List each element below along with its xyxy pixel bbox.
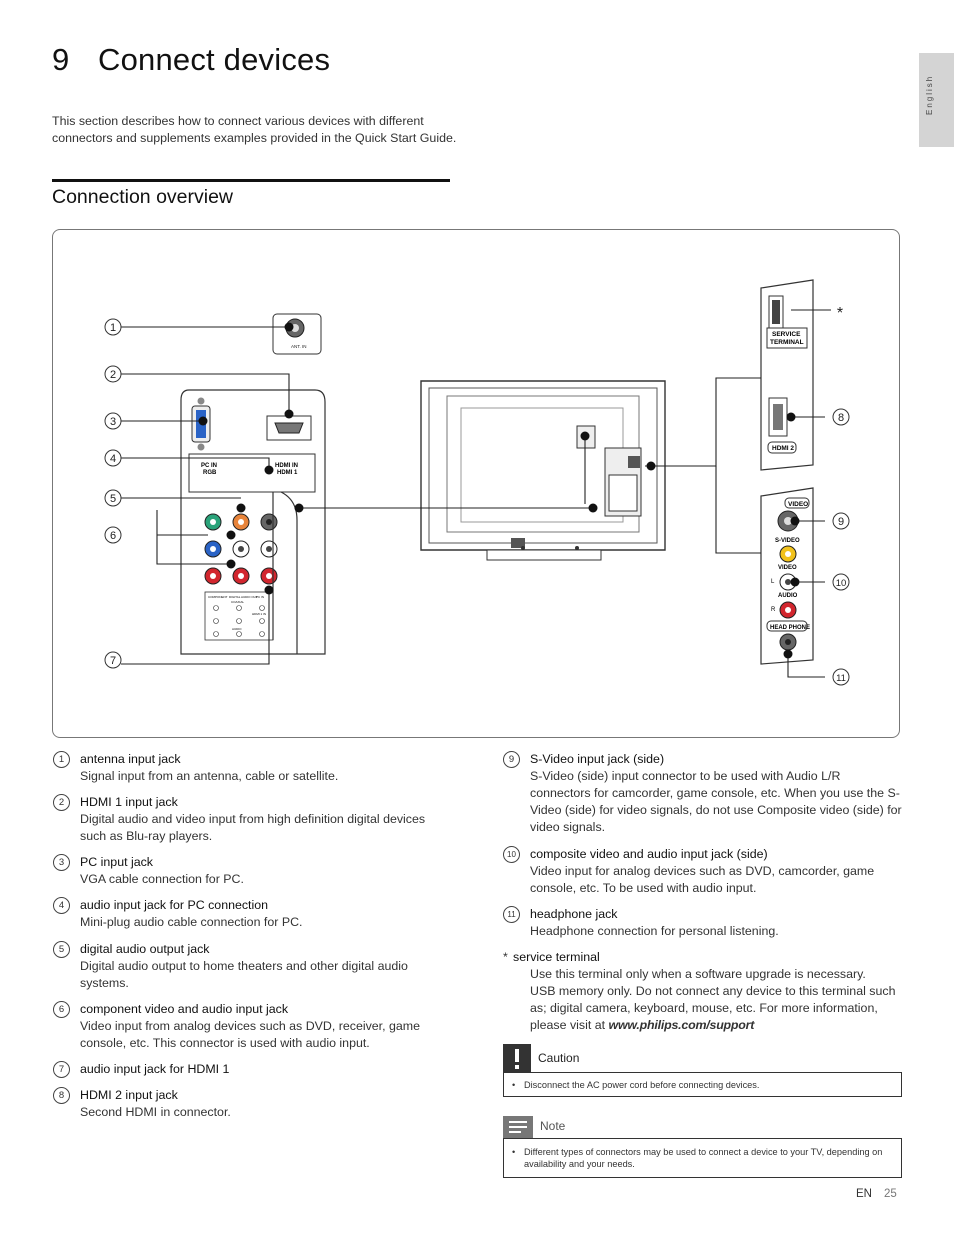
item-number: 2 bbox=[53, 794, 70, 811]
list-item-2 bbox=[53, 794, 443, 845]
callout-6: 6 bbox=[109, 530, 117, 542]
item-heading: audio input jack for HDMI 1 bbox=[80, 1062, 230, 1076]
chapter-number: 9 bbox=[52, 42, 70, 77]
item-number: 11 bbox=[503, 906, 520, 923]
item-number: 9 bbox=[503, 751, 520, 768]
video-header-label: VIDEO bbox=[788, 501, 809, 508]
caution-badge bbox=[503, 1044, 531, 1072]
tv-back-view bbox=[421, 381, 665, 560]
item-desc: Headphone connection for personal listening. bbox=[530, 924, 779, 938]
item-heading: component video and audio input jack bbox=[80, 1002, 289, 1016]
side-panel-bottom bbox=[761, 488, 813, 664]
footer-lang: EN bbox=[856, 1188, 872, 1200]
coaxial-label: COAXIAL bbox=[231, 600, 245, 604]
ant-in-label: ANT. IN bbox=[291, 344, 307, 349]
hdmi1-label: HDMI 1 bbox=[277, 470, 298, 476]
service-terminal-item bbox=[503, 949, 903, 1034]
note-box bbox=[503, 1138, 902, 1178]
pc-in-audio-label: PC IN bbox=[256, 595, 265, 599]
video-label: VIDEO bbox=[778, 565, 797, 571]
component-label: COMPONENT bbox=[208, 595, 228, 599]
item-heading: S-Video input jack (side) bbox=[530, 752, 665, 766]
callout-5: 5 bbox=[109, 493, 117, 505]
list-item-5 bbox=[53, 941, 443, 992]
rear-panel bbox=[181, 314, 325, 654]
r-label: R bbox=[771, 607, 776, 613]
note-lines-icon bbox=[503, 1116, 533, 1138]
item-desc: VGA cable connection for PC. bbox=[80, 872, 244, 886]
hdmi1-small-label: HDMI 1 IN bbox=[252, 612, 267, 616]
note-bullet: • bbox=[512, 1147, 516, 1157]
callout-star: * bbox=[836, 305, 844, 322]
service-desc-2-text: USB memory only. Do not connect any device to this terminal such as; digital camera, keyboard, mouse, etc. For more information, please visit at bbox=[530, 984, 896, 1032]
callout-4: 4 bbox=[109, 453, 117, 465]
callout-11: 11 bbox=[836, 673, 846, 684]
list-item-4 bbox=[53, 897, 443, 931]
item-heading: digital audio output jack bbox=[80, 942, 210, 956]
item-heading: antenna input jack bbox=[80, 752, 181, 766]
hdmi2-label: HDMI 2 bbox=[772, 445, 795, 452]
item-heading: audio input jack for PC connection bbox=[80, 898, 269, 912]
item-heading: HDMI 1 input jack bbox=[80, 795, 178, 809]
item-number: 10 bbox=[503, 846, 520, 863]
item-number: 7 bbox=[53, 1061, 70, 1078]
connection-diagram bbox=[52, 229, 900, 738]
caution-label: Caution bbox=[538, 1051, 580, 1065]
list-item-1 bbox=[53, 751, 443, 785]
note-text: Different types of connectors may be used to connect a device to your TV, depending on availability and your needs. bbox=[524, 1147, 883, 1169]
language-tab-label: English bbox=[925, 74, 934, 115]
callout-10: 10 bbox=[835, 578, 847, 589]
callout-3: 3 bbox=[109, 416, 117, 428]
item-number: 5 bbox=[53, 941, 70, 958]
service-label-1: SERVICE bbox=[772, 331, 801, 338]
item-desc: Signal input from an antenna, cable or satellite. bbox=[80, 769, 339, 783]
list-item-6 bbox=[53, 1001, 443, 1052]
service-desc-2 bbox=[530, 983, 903, 1034]
service-star: * bbox=[503, 950, 508, 964]
callout-7: 7 bbox=[109, 655, 117, 667]
item-desc: Digital audio and video input from high definition digital devices such as Blu-ray players. bbox=[80, 812, 426, 843]
section-rule bbox=[52, 179, 450, 182]
connection-diagram-svg bbox=[53, 230, 899, 737]
list-item-3 bbox=[53, 854, 443, 888]
exclamation-icon bbox=[503, 1044, 531, 1072]
item-heading: HDMI 2 input jack bbox=[80, 1088, 178, 1102]
support-link[interactable]: www.philips.com/support bbox=[608, 1018, 755, 1032]
language-tab bbox=[919, 53, 954, 147]
list-item-8 bbox=[53, 1087, 443, 1121]
item-desc: Mini-plug audio cable connection for PC. bbox=[80, 915, 303, 929]
audio-small-label: AUDIO bbox=[232, 627, 242, 631]
caution-text: Disconnect the AC power cord before connecting devices. bbox=[524, 1080, 760, 1090]
side-panel-top bbox=[761, 280, 813, 470]
rgb-label: RGB bbox=[203, 470, 217, 476]
s-video-label: S-VIDEO bbox=[775, 538, 800, 544]
item-desc: S-Video (side) input connector to be used with Audio L/R connectors for camcorder, game console, etc. When you use the S-Video (side) for video signals, do not use Composite video (side) for video signals. bbox=[530, 769, 902, 834]
caution-bullet: • bbox=[512, 1080, 516, 1090]
item-desc: Video input for analog devices such as DVD, camcorder, game console, etc. To be used with audio input. bbox=[530, 864, 875, 895]
service-label-2: TERMINAL bbox=[770, 339, 804, 346]
item-heading: composite video and audio input jack (side) bbox=[530, 847, 768, 861]
item-desc: Digital audio output to home theaters and other digital audio systems. bbox=[80, 959, 408, 990]
chapter-title: Connect devices bbox=[98, 42, 331, 77]
item-number: 8 bbox=[53, 1087, 70, 1104]
service-heading: service terminal bbox=[513, 950, 600, 964]
callout-1: 1 bbox=[109, 322, 117, 334]
service-desc-1: Use this terminal only when a software upgrade is necessary. bbox=[530, 967, 866, 981]
note-badge bbox=[503, 1116, 533, 1138]
item-desc: Video input from analog devices such as DVD, receiver, game console, etc. This connector is used with audio input. bbox=[80, 1019, 421, 1050]
page-title bbox=[52, 42, 330, 78]
l-label: L bbox=[771, 579, 775, 585]
callout-2: 2 bbox=[109, 369, 117, 381]
list-item-9 bbox=[503, 751, 903, 836]
note-label: Note bbox=[540, 1119, 566, 1133]
callout-9: 9 bbox=[837, 516, 845, 528]
section-heading: Connection overview bbox=[52, 186, 234, 208]
list-item-10 bbox=[503, 846, 903, 897]
page-footer bbox=[856, 1188, 897, 1200]
item-number: 6 bbox=[53, 1001, 70, 1018]
item-heading: headphone jack bbox=[530, 907, 618, 921]
list-item-11 bbox=[503, 906, 903, 940]
hdmi-in-label: HDMI IN bbox=[275, 463, 298, 469]
list-item-7 bbox=[53, 1061, 443, 1078]
head-phone-label: HEAD PHONE bbox=[770, 625, 811, 631]
page-number: 25 bbox=[883, 1188, 897, 1200]
digital-audio-out-label: DIGITAL AUDIO OUT bbox=[229, 595, 258, 599]
item-number: 3 bbox=[53, 854, 70, 871]
item-number: 1 bbox=[53, 751, 70, 768]
intro-paragraph: This section describes how to connect various devices with different connectors and supplements examples provided in the Quick Start Guide. bbox=[52, 114, 457, 145]
item-heading: PC input jack bbox=[80, 855, 154, 869]
item-number: 4 bbox=[53, 897, 70, 914]
pc-in-label: PC IN bbox=[201, 463, 218, 469]
item-desc: Second HDMI in connector. bbox=[80, 1105, 231, 1119]
audio-label: AUDIO bbox=[778, 593, 798, 599]
callout-8: 8 bbox=[837, 412, 845, 424]
caution-box bbox=[503, 1072, 902, 1097]
